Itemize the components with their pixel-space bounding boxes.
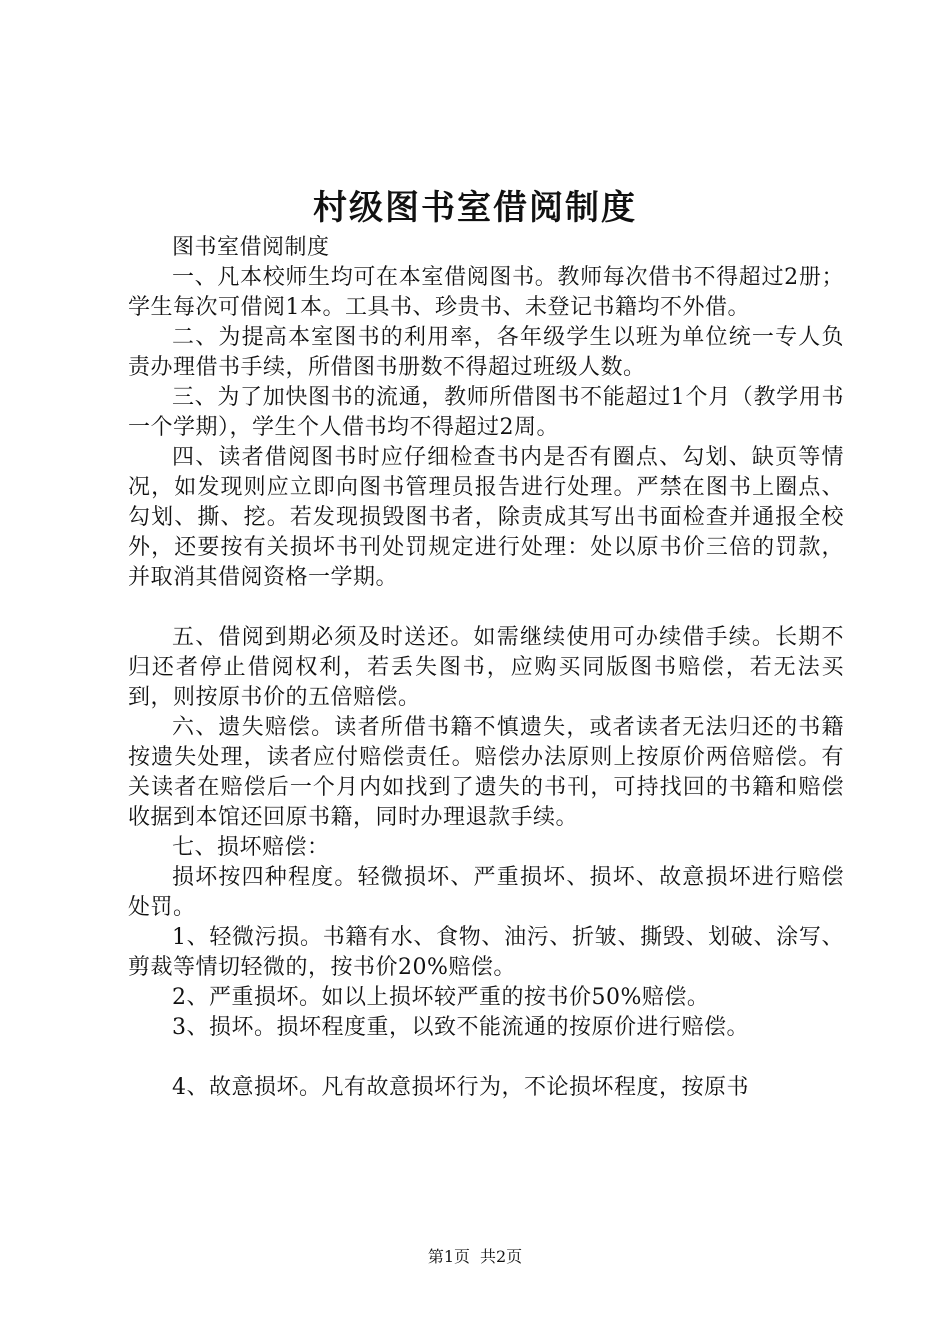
paragraph-damage-3: 3、损坏。损坏程度重，以致不能流通的按原价进行赔偿。 <box>172 1015 749 1040</box>
paragraph-rule-2: 二、为提高本室图书的利用率，各年级学生以班为单位统一专人负责办理借书手续，所借图书册数不得超过班级人数。 <box>128 325 844 380</box>
page-number: 第1页 <box>427 1247 470 1266</box>
paragraph-rule-7: 七、损坏赔偿： <box>172 835 330 860</box>
paragraph-rule-3: 三、为了加快图书的流通，教师所借图书不能超过1个月（教学用书一个学期），学生个人借书均不得超过2周。 <box>128 385 844 440</box>
paragraph-rule-5: 五、借阅到期必须及时送还。如需继续使用可办续借手续。长期不归还者停止借阅权利，若丢失图书，应购买同版图书赔偿，若无法买到，则按原书价的五倍赔偿。 <box>128 625 844 710</box>
document-title: 村级图书室借阅制度 <box>313 188 637 228</box>
paragraph-damage-4: 4、故意损坏。凡有故意损坏行为，不论损坏程度，按原书 <box>172 1075 749 1100</box>
document-body <box>128 233 844 1103</box>
paragraph-damage-1: 1、轻微污损。书籍有水、食物、油污、折皱、撕毁、划破、涂写、剪裁等情切轻微的，按书价20%赔偿。 <box>128 925 844 980</box>
page-total: 共2页 <box>480 1247 523 1266</box>
paragraph-damage-intro: 损坏按四种程度。轻微损坏、严重损坏、损坏、故意损坏进行赔偿处罚。 <box>128 865 844 920</box>
paragraph-heading: 图书室借阅制度 <box>172 235 330 260</box>
paragraph-damage-2: 2、严重损坏。如以上损坏较严重的按书价50%赔偿。 <box>172 985 710 1010</box>
paragraph-rule-4: 四、读者借阅图书时应仔细检查书内是否有圈点、勾划、缺页等情况，如发现则应立即向图书管理员报告进行处理。严禁在图书上圈点、勾划、撕、挖。若发现损毁图书者，除责成其写出书面检查并通报全校外，还要按有关损坏书刊处罚规定进行处理：处以原书价三倍的罚款，并取消其借阅资格一学期。 <box>128 445 844 590</box>
paragraph-rule-6: 六、遗失赔偿。读者所借书籍不慎遗失，或者读者无法归还的书籍按遗失处理，读者应付赔偿责任。赔偿办法原则上按原价两倍赔偿。有关读者在赔偿后一个月内如找到了遗失的书刊，可持找回的书籍和赔偿收据到本馆还回原书籍，同时办理退款手续。 <box>128 715 844 830</box>
page-footer <box>0 1245 950 1269</box>
paragraph-rule-1: 一、凡本校师生均可在本室借阅图书。教师每次借书不得超过2册；学生每次可借阅1本。工具书、珍贵书、未登记书籍均不外借。 <box>128 265 844 320</box>
